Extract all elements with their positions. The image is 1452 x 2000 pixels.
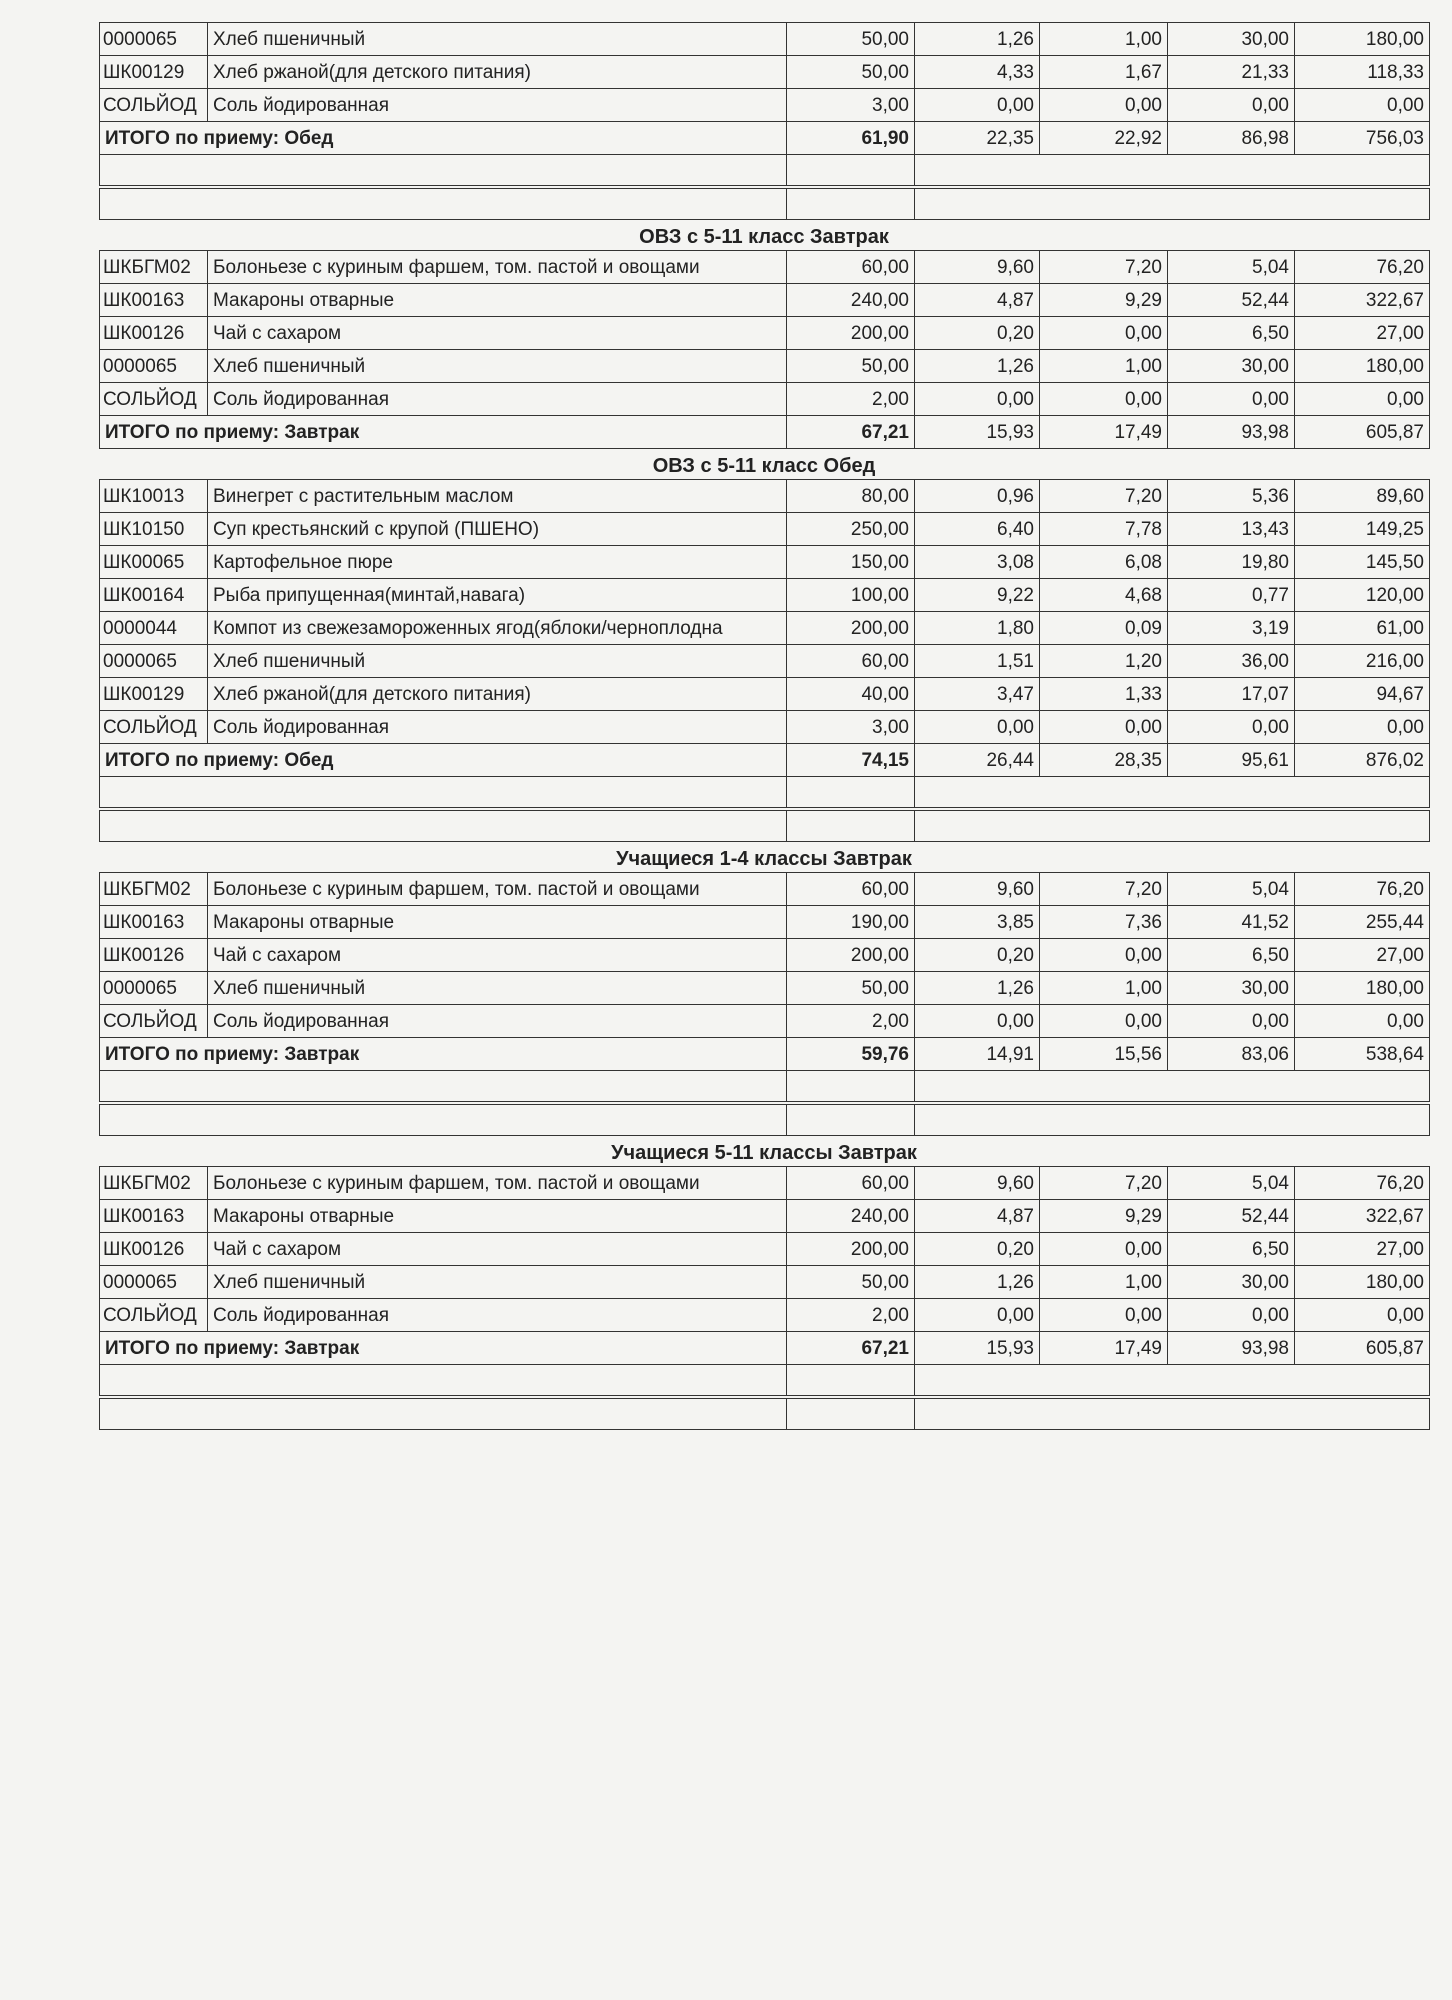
fats: 7,36 xyxy=(1040,906,1168,939)
total-proteins: 15,93 xyxy=(915,416,1040,449)
kcal: 0,00 xyxy=(1295,89,1430,122)
total-fats: 15,56 xyxy=(1040,1038,1168,1071)
portion-weight: 100,00 xyxy=(787,579,915,612)
blank-cell xyxy=(100,1397,787,1430)
table-row xyxy=(100,711,1430,744)
proteins: 4,33 xyxy=(915,56,1040,89)
dish-code: ШК00163 xyxy=(100,284,208,317)
kcal: 322,67 xyxy=(1295,1200,1430,1233)
dish-code: СОЛЬЙОД xyxy=(100,711,208,744)
total-carbs: 93,98 xyxy=(1168,1332,1295,1365)
proteins: 0,00 xyxy=(915,1299,1040,1332)
menu-document xyxy=(99,12,1429,1430)
portion-weight: 240,00 xyxy=(787,1200,915,1233)
kcal: 76,20 xyxy=(1295,251,1430,284)
dish-name: Болоньезе с куриным фаршем, том. пастой и овощами xyxy=(208,251,787,284)
fats: 1,33 xyxy=(1040,678,1168,711)
blank-cell xyxy=(915,1365,1430,1398)
table-row xyxy=(100,1200,1430,1233)
blank-cell xyxy=(787,155,915,188)
dish-name: Хлеб ржаной(для детского питания) xyxy=(208,56,787,89)
table-row xyxy=(100,56,1430,89)
kcal: 149,25 xyxy=(1295,513,1430,546)
proteins: 9,22 xyxy=(915,579,1040,612)
total-label: ИТОГО по приему: Завтрак xyxy=(100,1038,787,1071)
carbs: 6,50 xyxy=(1168,317,1295,350)
fats: 0,00 xyxy=(1040,1299,1168,1332)
table-row xyxy=(100,350,1430,383)
table-row xyxy=(100,873,1430,906)
table-row xyxy=(100,906,1430,939)
total-portion-weight: 59,76 xyxy=(787,1038,915,1071)
dish-code: 0000065 xyxy=(100,350,208,383)
portion-weight: 80,00 xyxy=(787,480,915,513)
dish-name: Чай с сахаром xyxy=(208,317,787,350)
blank-cell xyxy=(915,1103,1430,1136)
carbs: 0,00 xyxy=(1168,89,1295,122)
menu-table xyxy=(99,872,1430,1136)
blank-cell xyxy=(915,1397,1430,1430)
blank-cell xyxy=(915,1071,1430,1104)
proteins: 6,40 xyxy=(915,513,1040,546)
blank-cell xyxy=(100,187,787,220)
total-label: ИТОГО по приему: Завтрак xyxy=(100,1332,787,1365)
fats: 7,78 xyxy=(1040,513,1168,546)
dish-name: Макароны отварные xyxy=(208,284,787,317)
fats: 9,29 xyxy=(1040,1200,1168,1233)
carbs: 0,00 xyxy=(1168,711,1295,744)
fats: 7,20 xyxy=(1040,873,1168,906)
total-kcal: 538,64 xyxy=(1295,1038,1430,1071)
carbs: 21,33 xyxy=(1168,56,1295,89)
total-portion-weight: 61,90 xyxy=(787,122,915,155)
table-row xyxy=(100,284,1430,317)
section-title: ОВЗ с 5-11 класс Завтрак xyxy=(639,226,889,248)
dish-name: Болоньезе с куриным фаршем, том. пастой и овощами xyxy=(208,1167,787,1200)
proteins: 0,96 xyxy=(915,480,1040,513)
carbs: 5,36 xyxy=(1168,480,1295,513)
carbs: 30,00 xyxy=(1168,972,1295,1005)
total-portion-weight: 67,21 xyxy=(787,1332,915,1365)
proteins: 0,20 xyxy=(915,1233,1040,1266)
blank-cell xyxy=(915,777,1430,810)
portion-weight: 50,00 xyxy=(787,972,915,1005)
proteins: 4,87 xyxy=(915,284,1040,317)
fats: 0,09 xyxy=(1040,612,1168,645)
menu-table xyxy=(99,22,1430,220)
portion-weight: 200,00 xyxy=(787,939,915,972)
dish-name: Соль йодированная xyxy=(208,383,787,416)
total-carbs: 95,61 xyxy=(1168,744,1295,777)
blank-cell xyxy=(787,1397,915,1430)
blank-row xyxy=(100,155,1430,188)
blank-row xyxy=(100,1103,1430,1136)
portion-weight: 60,00 xyxy=(787,1167,915,1200)
portion-weight: 60,00 xyxy=(787,645,915,678)
fats: 0,00 xyxy=(1040,1005,1168,1038)
dish-name: Картофельное пюре xyxy=(208,546,787,579)
blank-row xyxy=(100,1365,1430,1398)
blank-cell xyxy=(100,1365,787,1398)
proteins: 0,00 xyxy=(915,1005,1040,1038)
total-kcal: 605,87 xyxy=(1295,416,1430,449)
section-title: Учащиеся 5-11 классы Завтрак xyxy=(611,1142,917,1164)
dish-code: СОЛЬЙОД xyxy=(100,383,208,416)
kcal: 61,00 xyxy=(1295,612,1430,645)
dish-name: Хлеб ржаной(для детского питания) xyxy=(208,678,787,711)
table-row xyxy=(100,383,1430,416)
table-row xyxy=(100,645,1430,678)
total-label: ИТОГО по приему: Завтрак xyxy=(100,416,787,449)
blank-cell xyxy=(100,1071,787,1104)
dish-code: ШК00126 xyxy=(100,1233,208,1266)
fats: 4,68 xyxy=(1040,579,1168,612)
carbs: 52,44 xyxy=(1168,1200,1295,1233)
portion-weight: 250,00 xyxy=(787,513,915,546)
blank-cell xyxy=(915,155,1430,188)
menu-table xyxy=(99,250,1430,449)
dish-name: Соль йодированная xyxy=(208,711,787,744)
kcal: 145,50 xyxy=(1295,546,1430,579)
total-proteins: 22,35 xyxy=(915,122,1040,155)
proteins: 0,00 xyxy=(915,711,1040,744)
dish-code: ШК00163 xyxy=(100,1200,208,1233)
dish-name: Хлеб пшеничный xyxy=(208,645,787,678)
total-kcal: 605,87 xyxy=(1295,1332,1430,1365)
dish-code: СОЛЬЙОД xyxy=(100,89,208,122)
table-row xyxy=(100,1233,1430,1266)
portion-weight: 240,00 xyxy=(787,284,915,317)
table-row xyxy=(100,480,1430,513)
blank-row xyxy=(100,809,1430,842)
dish-name: Макароны отварные xyxy=(208,1200,787,1233)
table-row xyxy=(100,317,1430,350)
top-gap xyxy=(99,12,1429,22)
dish-code: ШКБГМ02 xyxy=(100,1167,208,1200)
table-row xyxy=(100,1299,1430,1332)
menu-table xyxy=(99,1166,1430,1430)
portion-weight: 50,00 xyxy=(787,56,915,89)
fats: 1,00 xyxy=(1040,350,1168,383)
total-proteins: 14,91 xyxy=(915,1038,1040,1071)
fats: 1,00 xyxy=(1040,23,1168,56)
dish-code: ШК00164 xyxy=(100,579,208,612)
kcal: 27,00 xyxy=(1295,939,1430,972)
portion-weight: 60,00 xyxy=(787,873,915,906)
blank-cell xyxy=(100,1103,787,1136)
carbs: 30,00 xyxy=(1168,23,1295,56)
kcal: 94,67 xyxy=(1295,678,1430,711)
blank-cell xyxy=(787,187,915,220)
dish-code: СОЛЬЙОД xyxy=(100,1005,208,1038)
blank-row xyxy=(100,1071,1430,1104)
kcal: 89,60 xyxy=(1295,480,1430,513)
portion-weight: 200,00 xyxy=(787,317,915,350)
carbs: 36,00 xyxy=(1168,645,1295,678)
kcal: 118,33 xyxy=(1295,56,1430,89)
dish-name: Соль йодированная xyxy=(208,89,787,122)
total-label: ИТОГО по приему: Обед xyxy=(100,744,787,777)
carbs: 6,50 xyxy=(1168,1233,1295,1266)
table-row xyxy=(100,1005,1430,1038)
blank-cell xyxy=(787,1103,915,1136)
table-row xyxy=(100,89,1430,122)
total-kcal: 756,03 xyxy=(1295,122,1430,155)
portion-weight: 3,00 xyxy=(787,89,915,122)
dish-name: Соль йодированная xyxy=(208,1005,787,1038)
table-row xyxy=(100,678,1430,711)
total-carbs: 93,98 xyxy=(1168,416,1295,449)
dish-code: 0000065 xyxy=(100,972,208,1005)
total-portion-weight: 67,21 xyxy=(787,416,915,449)
total-fats: 22,92 xyxy=(1040,122,1168,155)
section-title: ОВЗ с 5-11 класс Обед xyxy=(652,455,876,477)
blank-cell xyxy=(100,777,787,810)
portion-weight: 2,00 xyxy=(787,383,915,416)
dish-name: Хлеб пшеничный xyxy=(208,1266,787,1299)
dish-code: ШКБГМ02 xyxy=(100,251,208,284)
total-carbs: 86,98 xyxy=(1168,122,1295,155)
carbs: 17,07 xyxy=(1168,678,1295,711)
total-fats: 17,49 xyxy=(1040,416,1168,449)
table-row xyxy=(100,579,1430,612)
fats: 0,00 xyxy=(1040,383,1168,416)
table-row xyxy=(100,612,1430,645)
kcal: 76,20 xyxy=(1295,873,1430,906)
total-row xyxy=(100,122,1430,155)
total-row xyxy=(100,744,1430,777)
total-fats: 28,35 xyxy=(1040,744,1168,777)
table-row xyxy=(100,1167,1430,1200)
total-proteins: 26,44 xyxy=(915,744,1040,777)
proteins: 0,20 xyxy=(915,317,1040,350)
fats: 1,00 xyxy=(1040,1266,1168,1299)
table-row xyxy=(100,23,1430,56)
dish-name: Хлеб пшеничный xyxy=(208,23,787,56)
proteins: 3,85 xyxy=(915,906,1040,939)
carbs: 5,04 xyxy=(1168,251,1295,284)
blank-cell xyxy=(915,809,1430,842)
dish-code: ШК10013 xyxy=(100,480,208,513)
carbs: 30,00 xyxy=(1168,1266,1295,1299)
kcal: 180,00 xyxy=(1295,972,1430,1005)
total-carbs: 83,06 xyxy=(1168,1038,1295,1071)
carbs: 13,43 xyxy=(1168,513,1295,546)
dish-name: Винегрет с растительным маслом xyxy=(208,480,787,513)
fats: 1,00 xyxy=(1040,972,1168,1005)
blank-cell xyxy=(915,187,1430,220)
kcal: 322,67 xyxy=(1295,284,1430,317)
carbs: 52,44 xyxy=(1168,284,1295,317)
blank-cell xyxy=(100,155,787,188)
kcal: 27,00 xyxy=(1295,317,1430,350)
dish-code: ШК00129 xyxy=(100,56,208,89)
proteins: 1,80 xyxy=(915,612,1040,645)
fats: 1,20 xyxy=(1040,645,1168,678)
total-kcal: 876,02 xyxy=(1295,744,1430,777)
blank-cell xyxy=(787,809,915,842)
dish-name: Соль йодированная xyxy=(208,1299,787,1332)
dish-name: Хлеб пшеничный xyxy=(208,972,787,1005)
total-proteins: 15,93 xyxy=(915,1332,1040,1365)
carbs: 0,77 xyxy=(1168,579,1295,612)
fats: 7,20 xyxy=(1040,1167,1168,1200)
dish-code: СОЛЬЙОД xyxy=(100,1299,208,1332)
dish-name: Макароны отварные xyxy=(208,906,787,939)
total-portion-weight: 74,15 xyxy=(787,744,915,777)
dish-name: Чай с сахаром xyxy=(208,939,787,972)
kcal: 120,00 xyxy=(1295,579,1430,612)
proteins: 9,60 xyxy=(915,1167,1040,1200)
dish-code: ШК00163 xyxy=(100,906,208,939)
dish-code: ШКБГМ02 xyxy=(100,873,208,906)
kcal: 0,00 xyxy=(1295,1299,1430,1332)
fats: 0,00 xyxy=(1040,711,1168,744)
table-row xyxy=(100,251,1430,284)
dish-code: 0000065 xyxy=(100,1266,208,1299)
dish-code: ШК00126 xyxy=(100,939,208,972)
kcal: 216,00 xyxy=(1295,645,1430,678)
kcal: 180,00 xyxy=(1295,23,1430,56)
carbs: 0,00 xyxy=(1168,1299,1295,1332)
dish-code: ШК00126 xyxy=(100,317,208,350)
table-row xyxy=(100,546,1430,579)
dish-code: 0000065 xyxy=(100,23,208,56)
dish-name: Чай с сахаром xyxy=(208,1233,787,1266)
total-row xyxy=(100,1332,1430,1365)
portion-weight: 200,00 xyxy=(787,612,915,645)
portion-weight: 3,00 xyxy=(787,711,915,744)
blank-row xyxy=(100,1397,1430,1430)
proteins: 4,87 xyxy=(915,1200,1040,1233)
section-title: Учащиеся 1-4 классы Завтрак xyxy=(616,848,912,870)
dish-code: 0000065 xyxy=(100,645,208,678)
carbs: 5,04 xyxy=(1168,873,1295,906)
dish-name: Компот из свежезамороженных ягод(яблоки/черноплодна xyxy=(208,612,787,645)
fats: 7,20 xyxy=(1040,251,1168,284)
table-row xyxy=(100,1266,1430,1299)
kcal: 0,00 xyxy=(1295,1005,1430,1038)
proteins: 0,00 xyxy=(915,89,1040,122)
fats: 0,00 xyxy=(1040,89,1168,122)
dish-code: ШК00129 xyxy=(100,678,208,711)
proteins: 1,26 xyxy=(915,350,1040,383)
carbs: 6,50 xyxy=(1168,939,1295,972)
dish-code: ШК10150 xyxy=(100,513,208,546)
total-row xyxy=(100,416,1430,449)
kcal: 0,00 xyxy=(1295,383,1430,416)
carbs: 19,80 xyxy=(1168,546,1295,579)
dish-code: ШК00065 xyxy=(100,546,208,579)
proteins: 1,51 xyxy=(915,645,1040,678)
menu-table xyxy=(99,479,1430,842)
proteins: 9,60 xyxy=(915,873,1040,906)
carbs: 41,52 xyxy=(1168,906,1295,939)
proteins: 3,08 xyxy=(915,546,1040,579)
dish-name: Болоньезе с куриным фаршем, том. пастой и овощами xyxy=(208,873,787,906)
blank-row xyxy=(100,777,1430,810)
kcal: 0,00 xyxy=(1295,711,1430,744)
blank-cell xyxy=(787,1365,915,1398)
dish-code: 0000044 xyxy=(100,612,208,645)
kcal: 255,44 xyxy=(1295,906,1430,939)
dish-name: Хлеб пшеничный xyxy=(208,350,787,383)
fats: 0,00 xyxy=(1040,1233,1168,1266)
dish-name: Рыба припущенная(минтай,навага) xyxy=(208,579,787,612)
fats: 7,20 xyxy=(1040,480,1168,513)
carbs: 0,00 xyxy=(1168,1005,1295,1038)
fats: 0,00 xyxy=(1040,939,1168,972)
portion-weight: 2,00 xyxy=(787,1299,915,1332)
carbs: 30,00 xyxy=(1168,350,1295,383)
blank-cell xyxy=(787,1071,915,1104)
table-row xyxy=(100,513,1430,546)
portion-weight: 50,00 xyxy=(787,1266,915,1299)
total-row xyxy=(100,1038,1430,1071)
table-row xyxy=(100,972,1430,1005)
proteins: 1,26 xyxy=(915,972,1040,1005)
kcal: 27,00 xyxy=(1295,1233,1430,1266)
total-fats: 17,49 xyxy=(1040,1332,1168,1365)
proteins: 1,26 xyxy=(915,23,1040,56)
fats: 6,08 xyxy=(1040,546,1168,579)
proteins: 0,00 xyxy=(915,383,1040,416)
carbs: 5,04 xyxy=(1168,1167,1295,1200)
proteins: 3,47 xyxy=(915,678,1040,711)
blank-row xyxy=(100,187,1430,220)
portion-weight: 2,00 xyxy=(787,1005,915,1038)
kcal: 180,00 xyxy=(1295,350,1430,383)
proteins: 9,60 xyxy=(915,251,1040,284)
portion-weight: 50,00 xyxy=(787,23,915,56)
portion-weight: 50,00 xyxy=(787,350,915,383)
portion-weight: 190,00 xyxy=(787,906,915,939)
portion-weight: 200,00 xyxy=(787,1233,915,1266)
fats: 9,29 xyxy=(1040,284,1168,317)
kcal: 180,00 xyxy=(1295,1266,1430,1299)
blank-cell xyxy=(787,777,915,810)
fats: 1,67 xyxy=(1040,56,1168,89)
portion-weight: 60,00 xyxy=(787,251,915,284)
blank-cell xyxy=(100,809,787,842)
proteins: 1,26 xyxy=(915,1266,1040,1299)
proteins: 0,20 xyxy=(915,939,1040,972)
table-row xyxy=(100,939,1430,972)
portion-weight: 40,00 xyxy=(787,678,915,711)
portion-weight: 150,00 xyxy=(787,546,915,579)
carbs: 0,00 xyxy=(1168,383,1295,416)
dish-name: Суп крестьянский с крупой (ПШЕНО) xyxy=(208,513,787,546)
carbs: 3,19 xyxy=(1168,612,1295,645)
total-label: ИТОГО по приему: Обед xyxy=(100,122,787,155)
kcal: 76,20 xyxy=(1295,1167,1430,1200)
fats: 0,00 xyxy=(1040,317,1168,350)
